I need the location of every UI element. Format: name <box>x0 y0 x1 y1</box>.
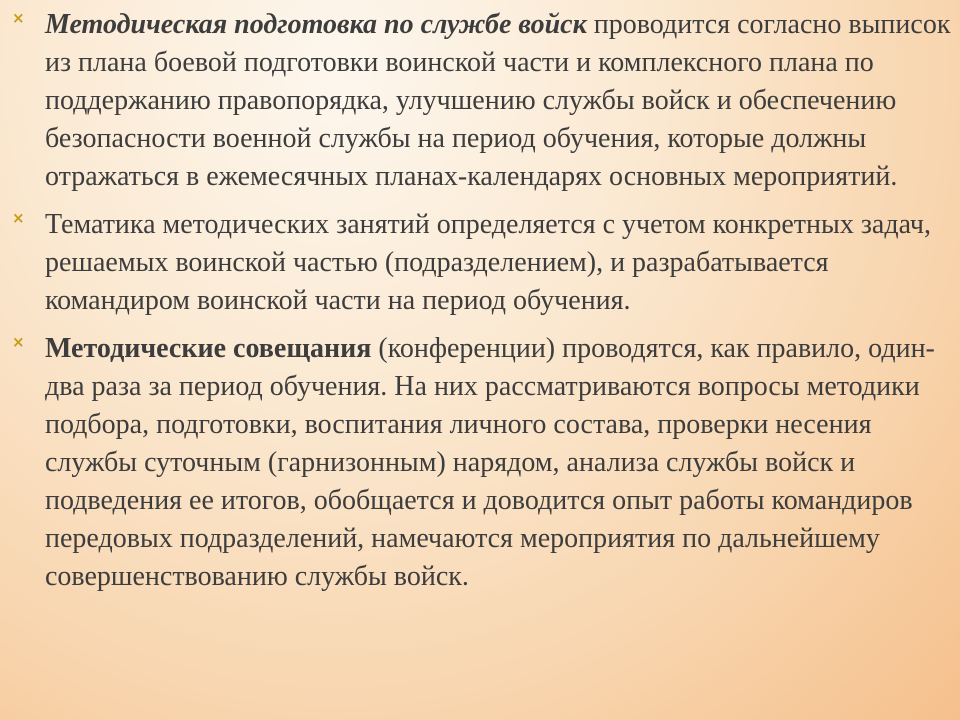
bullet-x-icon: × <box>12 209 25 227</box>
bullet-x-icon: × <box>12 9 25 27</box>
bullet-x-icon: × <box>12 333 25 351</box>
bullet-lead-term: Методическая подготовка по службе войск <box>45 9 587 40</box>
bullet-body: проводится согласно выписок из плана боевой подготовки воинской части и комплексного плана по поддержанию правопорядка, улучшению службы войск и обеспечению безопасности военной службы на период обучения, которые должны отражаться в ежемесячных планах-календарях основных мероприятий. <box>45 9 951 192</box>
bullet-body: (конференции) проводятся, как правило, один-два раза за период обучения. На них рассматриваются вопросы методики подбора, подготовки, воспитания личного состава, проверки несения службы суточным (гарнизонным) нарядом, анализа службы войск и подведения ее итогов, обобщается и доводится опыт работы командиров передовых подразделений, намечаются мероприятия по дальнейшему совершенствованию службы войск. <box>45 333 935 592</box>
bullet-item-methodical-training <box>12 6 952 196</box>
bullet-body: Тематика методических занятий определяется с учетом конкретных задач, решаемых воинской частью (подразделением), и разрабатывается командиром воинской части на период обучения. <box>45 209 931 316</box>
bullet-list <box>12 6 952 606</box>
bullet-lead-term: Методические совещания <box>45 333 372 364</box>
bullet-text <box>45 330 952 596</box>
bullet-text <box>45 206 952 320</box>
bullet-item-methodical-meetings <box>12 330 952 596</box>
bullet-item-lesson-topics <box>12 206 952 320</box>
bullet-text <box>45 6 952 196</box>
